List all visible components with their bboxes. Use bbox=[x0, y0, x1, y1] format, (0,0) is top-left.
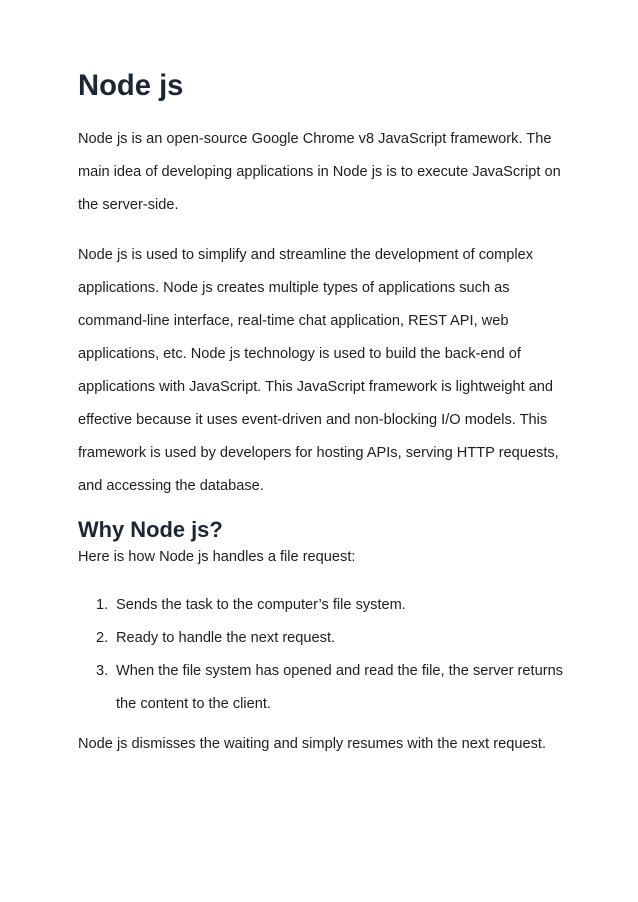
section-heading-why-node: Why Node js? bbox=[78, 517, 223, 542]
list-item-text: Ready to handle the next request. bbox=[116, 630, 336, 646]
list-item bbox=[78, 589, 568, 622]
list-item bbox=[78, 622, 568, 655]
paragraph-node-usage: Node js is used to simplify and streamline the development of complex applications. Node js creates multiple types of applications such as command-line interface, real-time chat application, REST API, web applications, etc. Node js technology is used to build the back-end of applications with JavaScript. This JavaScript framework is lightweight and effective because it uses event-driven and non-blocking I/O models. This framework is used by developers for hosting APIs, serving HTTP requests, and accessing the database. bbox=[78, 247, 559, 494]
list-item-text: Sends the task to the computer’s file system. bbox=[116, 597, 406, 613]
list-item-number: 1. bbox=[96, 597, 109, 613]
closing-paragraph: Node js dismisses the waiting and simply resumes with the next request. bbox=[78, 736, 547, 752]
list-item-number: 2. bbox=[96, 630, 109, 646]
list-item bbox=[78, 655, 568, 721]
document-body bbox=[78, 70, 568, 756]
list-item-text: When the file system has opened and read the file, the server returns the content to the client. bbox=[116, 663, 563, 712]
paragraph-intro-node: Node js is an open-source Google Chrome v8 JavaScript framework. The main idea of developing applications in Node js is to execute JavaScript on the server-side. bbox=[78, 131, 561, 213]
document-title: Node js bbox=[78, 70, 184, 102]
file-request-steps-list bbox=[78, 589, 568, 721]
list-item-number: 3. bbox=[96, 663, 109, 679]
file-request-intro: Here is how Node js handles a file request: bbox=[78, 549, 356, 565]
